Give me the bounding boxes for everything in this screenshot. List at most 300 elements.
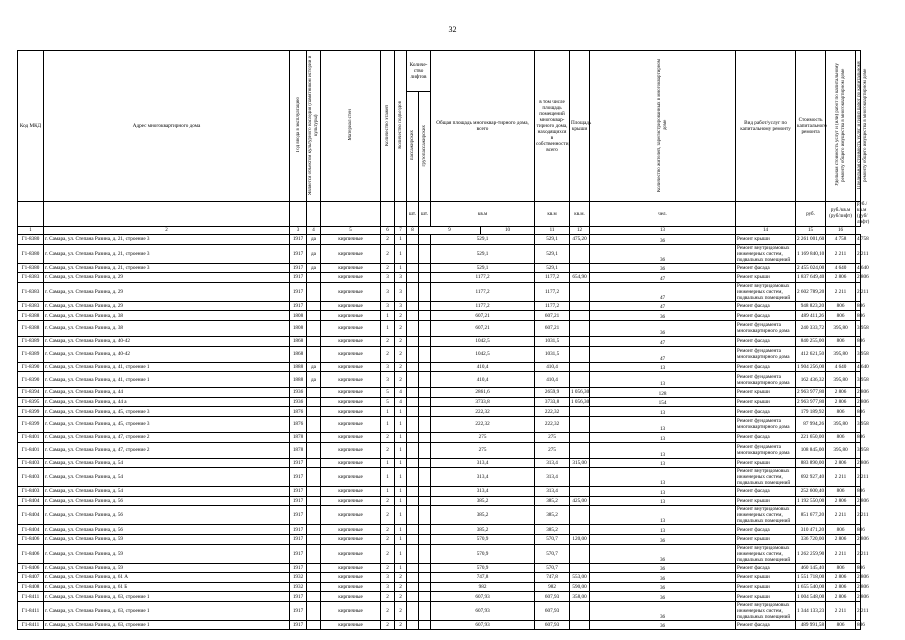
cell-heritage: [307, 544, 321, 563]
cell-year: 1917: [290, 592, 307, 602]
cell-code: Г1-8403: [18, 458, 44, 468]
cell-unit-cost: 395,80: [826, 442, 856, 458]
cell-unit-cost: 806: [826, 525, 856, 535]
cell-year: 1917: [290, 601, 307, 620]
cell-code: Г1-8411: [18, 601, 44, 620]
cell-roof: [570, 244, 590, 263]
table-row: [18, 263, 861, 273]
cell-limit-cost: 2 806: [857, 536, 869, 543]
cell-limit-cost: 806: [857, 434, 865, 441]
cell-lifts-cargo: [419, 362, 431, 372]
cell-lifts-pass: [407, 573, 419, 583]
cell-code: Г1-8404: [18, 506, 44, 525]
cell-work: Ремонт внутридомовых инженерных систем, подвальных помещений: [736, 282, 796, 301]
cell-year: 1932: [290, 582, 307, 592]
table-row: [18, 311, 861, 321]
cell-area-premises: 275: [535, 432, 570, 442]
cell-walls: кирпичные: [321, 273, 381, 283]
cell-floors: 2: [381, 432, 395, 442]
cell-address: г. Самара, ул. Степана Разина, д. 54: [44, 487, 290, 497]
cell-entrances: 2: [395, 372, 407, 388]
cell-lifts-pass: [407, 263, 419, 273]
cell-walls: кирпичные: [321, 468, 381, 487]
cell-year: 1917: [290, 506, 307, 525]
cell-limit-cost: 2 806: [857, 583, 869, 590]
column-number: 6: [381, 227, 395, 235]
cell-code: Г1-8399: [18, 416, 44, 432]
header-cost: Стоимость капитального ремонта: [796, 51, 826, 202]
cell-address: г. Самара, ул. Степана Разина, д. 54: [44, 468, 290, 487]
cell-lifts-pass: [407, 487, 419, 497]
cell-lifts-pass: [407, 468, 419, 487]
cell-year: 1917: [290, 496, 307, 506]
cell-unit-cost: 806: [826, 563, 856, 573]
header-code: Код МКД: [18, 51, 44, 202]
cell-floors: 1: [381, 320, 395, 336]
cell-unit-cost: 395,80: [826, 320, 856, 336]
cell-floors: 1: [381, 407, 395, 417]
cell-limit-cost: 3 958: [856, 372, 861, 388]
column-number: 2: [44, 227, 290, 235]
table-row: [18, 372, 861, 388]
cell-lifts-cargo: [419, 416, 431, 432]
cell-walls: кирпичные: [321, 432, 381, 442]
cell-lifts-pass: [407, 458, 419, 468]
cell-area-total: 1177,2: [431, 301, 535, 311]
cell-area-total: 607,21: [431, 311, 535, 321]
cell-lifts-pass: [407, 506, 419, 525]
cell-walls: кирпичные: [321, 407, 381, 417]
cell-entrances: 1: [395, 468, 407, 487]
cell-floors: 2: [381, 442, 395, 458]
cell-walls: кирпичные: [321, 346, 381, 362]
cell-year: 1917: [290, 263, 307, 273]
cell-heritage: [307, 496, 321, 506]
header-area-total: Общая площадь многоквар-тирного дома, всего: [431, 51, 535, 202]
cell-residents: 47: [590, 346, 736, 362]
table-row: [18, 601, 861, 620]
cell-lifts-pass: [407, 301, 419, 311]
cell-area-total: 410,4: [431, 362, 535, 372]
cell-limit-cost: 2 806: [857, 574, 869, 581]
cell-residents: 13: [590, 468, 736, 487]
cell-area-total: 313,4: [431, 458, 535, 468]
column-number: 15: [796, 227, 826, 235]
cell-roof: [570, 311, 590, 321]
cell-year: 1917: [290, 301, 307, 311]
cell-heritage: [307, 442, 321, 458]
cell-address: г. Самара, ул. Степана Разина, д. 21, строение 3: [44, 263, 290, 273]
cell-work: Ремонт фундамента многоквартирного дома: [736, 442, 796, 458]
cell-unit-cost: 2 806: [826, 592, 856, 602]
cell-address: г. Самара, ул. Степана Разина, д. 56: [44, 506, 290, 525]
page-number: 32: [448, 25, 457, 34]
cell-area-premises: 1031,5: [535, 336, 570, 346]
cell-entrances: 1: [395, 506, 407, 525]
cell-walls: кирпичные: [321, 496, 381, 506]
table-row: [18, 282, 861, 301]
cell-cost: 851 677,20: [796, 506, 826, 525]
cell-residents: 154: [590, 397, 736, 407]
cell-area-premises: 385,2: [535, 525, 570, 535]
cell-roof: [570, 442, 590, 458]
cell-floors: 2: [381, 592, 395, 602]
cell-lifts-pass: [407, 544, 419, 563]
cell-address: г. Самара, ул. Степана Разина, д. 47, строение 2: [44, 432, 290, 442]
cell-cost: 883 890,00: [796, 458, 826, 468]
cell-entrances: 1: [395, 432, 407, 442]
cell-area-total: 607,93: [431, 592, 535, 602]
cell-unit-cost: 806: [826, 301, 856, 311]
cell-unit-cost: 2 806: [826, 397, 856, 407]
unit-rub-sqm: руб./кв.м (руб/лифт): [826, 202, 856, 227]
cell-lifts-cargo: [419, 273, 431, 283]
cell-limit-cost: 2 806: [857, 274, 869, 281]
cell-heritage: [307, 311, 321, 321]
cell-floors: 2: [381, 620, 395, 630]
table-row: [18, 582, 861, 592]
cell-limit-cost: 3 958: [856, 346, 861, 362]
cell-residents: 36: [590, 573, 736, 583]
cell-entrances: 1: [395, 458, 407, 468]
cell-area-premises: 529,1: [535, 244, 570, 263]
cell-area-premises: 2659,9: [535, 388, 570, 398]
cell-walls: кирпичные: [321, 442, 381, 458]
header-address: Адрес многоквартирного дома: [44, 51, 290, 202]
unit-sqm: кв.м.: [570, 202, 590, 227]
header-limit-cost: Предельная стоимость услуг и (или) работ по капитальному ремонту общего имущества в многоквартирном доме: [856, 51, 861, 202]
cell-floors: 3: [381, 582, 395, 592]
cell-area-premises: 222,32: [535, 407, 570, 417]
column-numbers-row: [18, 227, 861, 235]
cell-address: г. Самара, ул. Степана Разина, д. 47, строение 2: [44, 442, 290, 458]
cell-year: 1888: [290, 372, 307, 388]
cell-unit-cost: 2 211: [826, 244, 856, 263]
cell-lifts-pass: [407, 442, 419, 458]
cell-work: Ремонт крыши: [736, 496, 796, 506]
column-number: 14: [736, 227, 796, 235]
unit-sqm: кв.м: [431, 202, 535, 227]
cell-roof: [570, 346, 590, 362]
cell-limit-cost: 806: [857, 488, 865, 495]
cell-work: Ремонт крыши: [736, 388, 796, 398]
cell-code: Г1-8408: [18, 582, 44, 592]
cell-heritage: [307, 407, 321, 417]
cell-lifts-cargo: [419, 573, 431, 583]
cell-cost: 948 823,20: [796, 301, 826, 311]
cell-area-premises: 313,4: [535, 468, 570, 487]
cell-walls: кирпичные: [321, 416, 381, 432]
cell-work: Ремонт внутридомовых инженерных систем, подвальных помещений: [736, 244, 796, 263]
cell-floors: 1: [381, 458, 395, 468]
header-area-premises: в том числе площадь помещений многоквар-тирного дома, находящихся в собственности, всего: [535, 51, 570, 202]
table-row: [18, 544, 861, 563]
cell-entrances: 1: [395, 534, 407, 544]
cell-code: Г1-8404: [18, 525, 44, 535]
cell-lifts-cargo: [419, 263, 431, 273]
cell-roof: [570, 620, 590, 630]
cell-address: г. Самара, ул. Степана Разина, д. 61 А: [44, 573, 290, 583]
cell-work: Ремонт фасада: [736, 620, 796, 630]
cell-limit-cost: 3 958: [856, 416, 861, 432]
cell-work: Ремонт крыши: [736, 235, 796, 245]
cell-cost: 1 837 649,40: [797, 274, 825, 281]
cell-area-premises: 313,4: [535, 458, 570, 468]
cell-lifts-cargo: [419, 397, 431, 407]
cell-limit-cost: 2 806: [857, 459, 869, 466]
cell-cost: 221 650,00: [796, 432, 826, 442]
cell-code: Г1-8390: [18, 362, 44, 372]
cell-floors: 2: [381, 244, 395, 263]
cell-unit-cost: 2 806: [826, 273, 856, 283]
cell-heritage: [307, 416, 321, 432]
cell-area-premises: 1177,2: [535, 273, 570, 283]
cell-work: Ремонт крыши: [736, 592, 796, 602]
header-heritage: Является объектом культурного наследия (памятником истории и культуры): [307, 51, 321, 202]
cell-year: 1917: [290, 282, 307, 301]
cell-limit-cost: 2 806: [857, 399, 869, 406]
cell-year: 1917: [290, 620, 307, 630]
cell-area-total: 313,4: [431, 468, 535, 487]
cell-lifts-pass: [407, 372, 419, 388]
cell-cost: 692 927,40: [796, 468, 826, 487]
cell-cost: 162 436,32: [796, 372, 826, 388]
cell-entrances: 1: [395, 544, 407, 563]
cell-address: г. Самара, ул. Степана Разина, д. 63, строение 1: [44, 601, 290, 620]
cell-lifts-pass: [407, 311, 419, 321]
header-unit-cost: Удельная стоимость услуг и (или) работ по капитальному ремонту общего имущества в многоквартирном доме: [826, 51, 856, 202]
cell-limit-cost: 2 211: [856, 282, 861, 301]
cell-walls: кирпичные: [321, 311, 381, 321]
column-number: 12: [570, 227, 590, 235]
cell-walls: кирпичные: [321, 582, 381, 592]
cell-work: Ремонт фундамента многоквартирного дома: [736, 372, 796, 388]
cell-area-premises: 410,4: [535, 372, 570, 388]
cell-lifts-cargo: [419, 244, 431, 263]
column-number: 1: [18, 227, 44, 235]
unit-pcs: шт.: [419, 202, 431, 227]
cell-area-premises: 570,7: [535, 563, 570, 573]
cell-address: г. Самара, ул. Степана Разина, д. 59: [44, 563, 290, 573]
cell-area-total: 1042,5: [431, 346, 535, 362]
header-work: Вид работ/услуг по капитальному ремонту: [736, 51, 796, 202]
cell-residents: 128: [590, 388, 736, 398]
cell-area-premises: 607,21: [535, 311, 570, 321]
cell-entrances: 3: [395, 301, 407, 311]
cell-heritage: да: [307, 372, 321, 388]
column-number: 3: [290, 227, 307, 235]
cell-address: г. Самара, ул. Степана Разина, д. 56: [44, 525, 290, 535]
cell-entrances: 3: [395, 282, 407, 301]
cell-entrances: 1: [395, 525, 407, 535]
cell-year: 1917: [290, 273, 307, 283]
cell-year: 1917: [290, 534, 307, 544]
cell-cost: 840 255,00: [796, 336, 826, 346]
cell-roof: [570, 601, 590, 620]
cell-roof: 120,00: [570, 534, 590, 544]
cell-heritage: [307, 320, 321, 336]
column-number: 4: [307, 227, 321, 235]
cell-code: Г1-8383: [18, 273, 44, 283]
column-number: 16: [826, 227, 856, 235]
table-row: [18, 346, 861, 362]
cell-residents: 47: [590, 336, 736, 346]
cell-roof: [570, 416, 590, 432]
cell-code: Г1-8380: [18, 235, 44, 245]
cell-cost: 336 720,00: [796, 534, 826, 544]
cell-unit-cost: 2 806: [826, 573, 856, 583]
header-entrances: Количество подъездов: [395, 51, 407, 202]
cell-roof: 654,90: [570, 273, 590, 283]
header-roof: Площадь крыши: [570, 51, 590, 202]
cell-lifts-pass: [407, 563, 419, 573]
table-row: [18, 336, 861, 346]
cell-area-total: 1177,2: [431, 282, 535, 301]
cell-residents: 13: [590, 506, 736, 525]
cell-lifts-cargo: [419, 372, 431, 388]
cell-residents: 47: [590, 282, 736, 301]
cell-lifts-pass: [407, 273, 419, 283]
cell-work: Ремонт внутридомовых инженерных систем, подвальных помещений: [736, 544, 796, 563]
cell-unit-cost: 2 806: [826, 496, 856, 506]
cell-year: 1868: [290, 346, 307, 362]
cell-lifts-cargo: [419, 563, 431, 573]
cell-roof: [570, 301, 590, 311]
cell-limit-cost: 2 211: [856, 468, 861, 487]
cell-cost: 1 344 133,23: [796, 601, 826, 620]
cell-unit-cost: 2 211: [826, 544, 856, 563]
table-row: [18, 496, 861, 506]
cell-entrances: 2: [395, 620, 407, 630]
cell-unit-cost: 395,80: [826, 416, 856, 432]
cell-cost: 1 551 718,00: [797, 574, 825, 581]
cell-entrances: 1: [395, 416, 407, 432]
cell-unit-cost: 395,80: [826, 346, 856, 362]
cell-area-premises: 1031,5: [535, 346, 570, 362]
cell-residents: 13: [590, 487, 736, 497]
cell-limit-cost: 3 958: [856, 320, 861, 336]
header-year: Год ввода в эксплуатацию: [290, 51, 307, 202]
cell-unit-cost: 806: [826, 432, 856, 442]
cell-work: Ремонт фасада: [736, 563, 796, 573]
cell-heritage: [307, 534, 321, 544]
cell-residents: 13: [590, 416, 736, 432]
cell-lifts-pass: [407, 244, 419, 263]
table-row: [18, 573, 861, 583]
cell-entrances: 2: [395, 362, 407, 372]
cell-lifts-pass: [407, 235, 419, 245]
cell-year: 1917: [290, 525, 307, 535]
cell-heritage: [307, 336, 321, 346]
cell-heritage: [307, 506, 321, 525]
cell-floors: 3: [381, 573, 395, 583]
cell-code: Г1-8390: [18, 372, 44, 388]
cell-work: Ремонт крыши: [736, 273, 796, 283]
cell-limit-cost: 2 211: [856, 244, 861, 263]
cell-lifts-cargo: [419, 525, 431, 535]
column-number: 8: [407, 227, 419, 235]
cell-roof: [570, 468, 590, 487]
cell-cost: 412 621,50: [796, 346, 826, 362]
cell-walls: кирпичные: [321, 563, 381, 573]
cell-residents: 36: [590, 601, 736, 620]
cell-code: Г1-8383: [18, 301, 44, 311]
cell-work: Ремонт крыши: [736, 573, 796, 583]
cell-limit-cost: 2 211: [856, 601, 861, 620]
cell-unit-cost: 395,80: [826, 372, 856, 388]
cell-heritage: [307, 487, 321, 497]
cell-unit-cost: 2 806: [826, 458, 856, 468]
cell-year: 1888: [290, 362, 307, 372]
cell-lifts-pass: [407, 320, 419, 336]
cell-work: Ремонт фасада: [736, 263, 796, 273]
cell-address: г. Самара, ул. Степана Разина, д. 40-42: [44, 336, 290, 346]
cell-heritage: да: [307, 263, 321, 273]
table-row: [18, 620, 861, 630]
cell-address: г. Самара, ул. Степана Разина, д. 61 Б: [44, 582, 290, 592]
cell-lifts-cargo: [419, 601, 431, 620]
cell-lifts-pass: [407, 525, 419, 535]
cell-unit-cost: 806: [826, 487, 856, 497]
cell-residents: 36: [590, 544, 736, 563]
cell-area-total: 982: [431, 582, 535, 592]
cell-address: г. Самара, ул. Степана Разина, д. 45, строение 3: [44, 416, 290, 432]
cell-lifts-cargo: [419, 282, 431, 301]
cell-floors: 2: [381, 563, 395, 573]
cell-work: Ремонт фасада: [736, 336, 796, 346]
cell-code: Г1-8403: [18, 468, 44, 487]
cell-area-total: 747,8: [431, 573, 535, 583]
cell-roof: [570, 362, 590, 372]
cell-lifts-pass: [407, 336, 419, 346]
cell-cost: 108 845,00: [796, 442, 826, 458]
column-number: 11: [535, 227, 570, 235]
cell-year: 1917: [290, 235, 307, 245]
cell-roof: 590,00: [570, 582, 590, 592]
table-row: [18, 458, 861, 468]
cell-cost: 1 169 840,10: [796, 244, 826, 263]
cell-floors: 1: [381, 468, 395, 487]
cell-walls: кирпичные: [321, 620, 381, 630]
cell-limit-cost: 806: [857, 338, 865, 345]
cell-area-premises: 570,7: [535, 544, 570, 563]
cell-work: Ремонт крыши: [736, 458, 796, 468]
cell-residents: 36: [590, 263, 736, 273]
cell-roof: 553,00: [570, 573, 590, 583]
cell-heritage: [307, 301, 321, 311]
cell-address: г. Самара, ул. Степана Разина, д. 38: [44, 320, 290, 336]
cell-code: Г1-8411: [18, 620, 44, 630]
cell-cost: 2 261 001,60: [797, 236, 825, 243]
cell-work: Ремонт фасада: [736, 432, 796, 442]
cell-work: Ремонт крыши: [736, 582, 796, 592]
cell-work: Ремонт фасада: [736, 525, 796, 535]
cell-area-total: 385,2: [431, 496, 535, 506]
cell-cost: 489 991,58: [796, 620, 826, 630]
cell-area-total: 529,1: [431, 235, 535, 245]
table-row: [18, 563, 861, 573]
cell-floors: 3: [381, 273, 395, 283]
cell-residents: 13: [590, 496, 736, 506]
cell-address: г. Самара, ул. Степана Разина, д. 59: [44, 534, 290, 544]
cell-area-premises: 410,4: [535, 362, 570, 372]
cell-residents: 36: [590, 244, 736, 263]
cell-walls: кирпичные: [321, 244, 381, 263]
cell-floors: 2: [381, 496, 395, 506]
cell-unit-cost: 2 211: [826, 601, 856, 620]
cell-lifts-cargo: [419, 592, 431, 602]
cell-floors: 5: [381, 397, 395, 407]
